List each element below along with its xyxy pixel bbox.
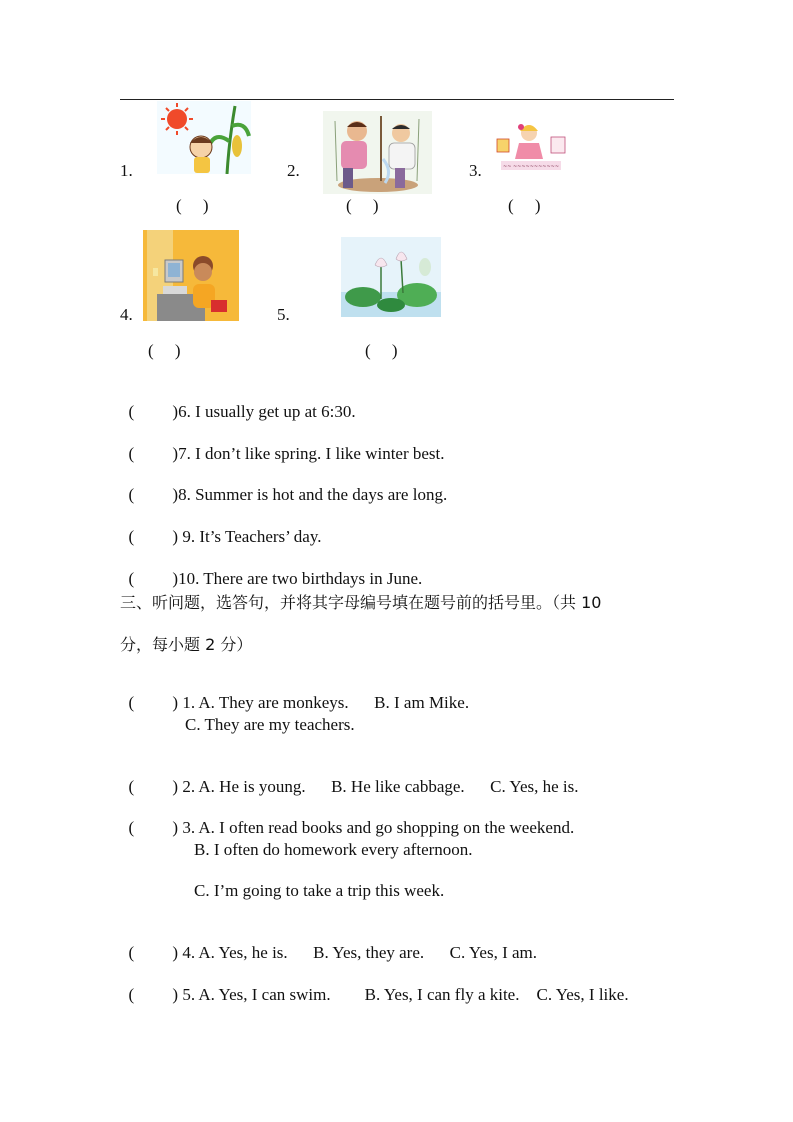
answer-paren-2[interactable]: ( ) <box>346 196 379 215</box>
answer-paren-1[interactable]: ( ) <box>176 196 209 215</box>
lotus-pond-picture <box>341 237 441 317</box>
statement-row-9 <box>120 507 322 547</box>
picture-number-1: 1. <box>120 161 133 180</box>
picture-number-5: 5. <box>277 305 290 324</box>
answer-paren[interactable]: ( ) <box>128 569 179 588</box>
question-options: 2. A. He is young. B. He like cabbage. C. Yes, he is. <box>178 777 579 796</box>
answer-paren[interactable]: ( ) <box>128 444 179 463</box>
statement-text: 7. I don’t like spring. I like winter best. <box>178 444 445 463</box>
question-row-1 <box>120 673 469 713</box>
picture-number-2: 2. <box>287 161 300 180</box>
question-options: 5. A. Yes, I can swim. B. Yes, I can fly a kite. C. Yes, I like. <box>178 985 629 1004</box>
question-3-option-b: B. I often do homework every afternoon. <box>194 840 473 859</box>
answer-paren[interactable]: ( ) <box>128 818 179 837</box>
question-options: 4. A. Yes, he is. B. Yes, they are. C. Yes, I am. <box>178 943 537 962</box>
girl-calendar-picture <box>491 119 571 174</box>
question-row-2 <box>120 757 579 797</box>
question-options: 1. A. They are monkeys. B. I am Mike. <box>178 693 470 712</box>
answer-paren[interactable]: ( ) <box>128 402 179 421</box>
statement-text: 8. Summer is hot and the days are long. <box>178 485 448 504</box>
statement-row-8 <box>120 465 447 505</box>
statement-row-7 <box>120 424 445 464</box>
picture-number-3: 3. <box>469 161 482 180</box>
section-3-title: 三、听问题，选答句，并将其字母编号填在题号前的括号里。（共 10 <box>120 593 602 612</box>
svg-text:~~ ~~~~~~~~~~~: ~~ ~~~~~~~~~~~ <box>503 164 560 170</box>
header-rule <box>120 99 674 100</box>
answer-paren[interactable]: ( ) <box>128 943 179 962</box>
answer-paren[interactable]: ( ) <box>128 985 179 1004</box>
question-1-option-c: C. They are my teachers. <box>185 715 355 734</box>
planting-tree-picture <box>323 111 432 194</box>
question-row-5 <box>120 965 629 1005</box>
question-row-3 <box>120 798 574 838</box>
answer-paren[interactable]: ( ) <box>128 693 179 712</box>
answer-paren-3[interactable]: ( ) <box>508 196 541 215</box>
statement-text: 6. I usually get up at 6:30. <box>178 402 356 421</box>
statement-text: 9. It’s Teachers’ day. <box>178 527 322 546</box>
computer-child-picture <box>143 230 239 321</box>
statement-row-10 <box>120 549 422 589</box>
statement-text: 10. There are two birthdays in June. <box>178 569 423 588</box>
section-3-title-cont: 分，每小题 2 分） <box>120 635 253 654</box>
answer-paren-5[interactable]: ( ) <box>365 341 398 360</box>
answer-paren[interactable]: ( ) <box>128 485 179 504</box>
statement-row-6 <box>120 382 356 422</box>
answer-paren[interactable]: ( ) <box>128 777 179 796</box>
question-options: 3. A. I often read books and go shopping on the weekend. <box>178 818 575 837</box>
question-row-4 <box>120 923 537 963</box>
sun-child-picture <box>157 101 251 174</box>
answer-paren[interactable]: ( ) <box>128 527 179 546</box>
answer-paren-4[interactable]: ( ) <box>148 341 181 360</box>
picture-number-4: 4. <box>120 305 133 324</box>
question-3-option-c: C. I’m going to take a trip this week. <box>194 881 445 900</box>
